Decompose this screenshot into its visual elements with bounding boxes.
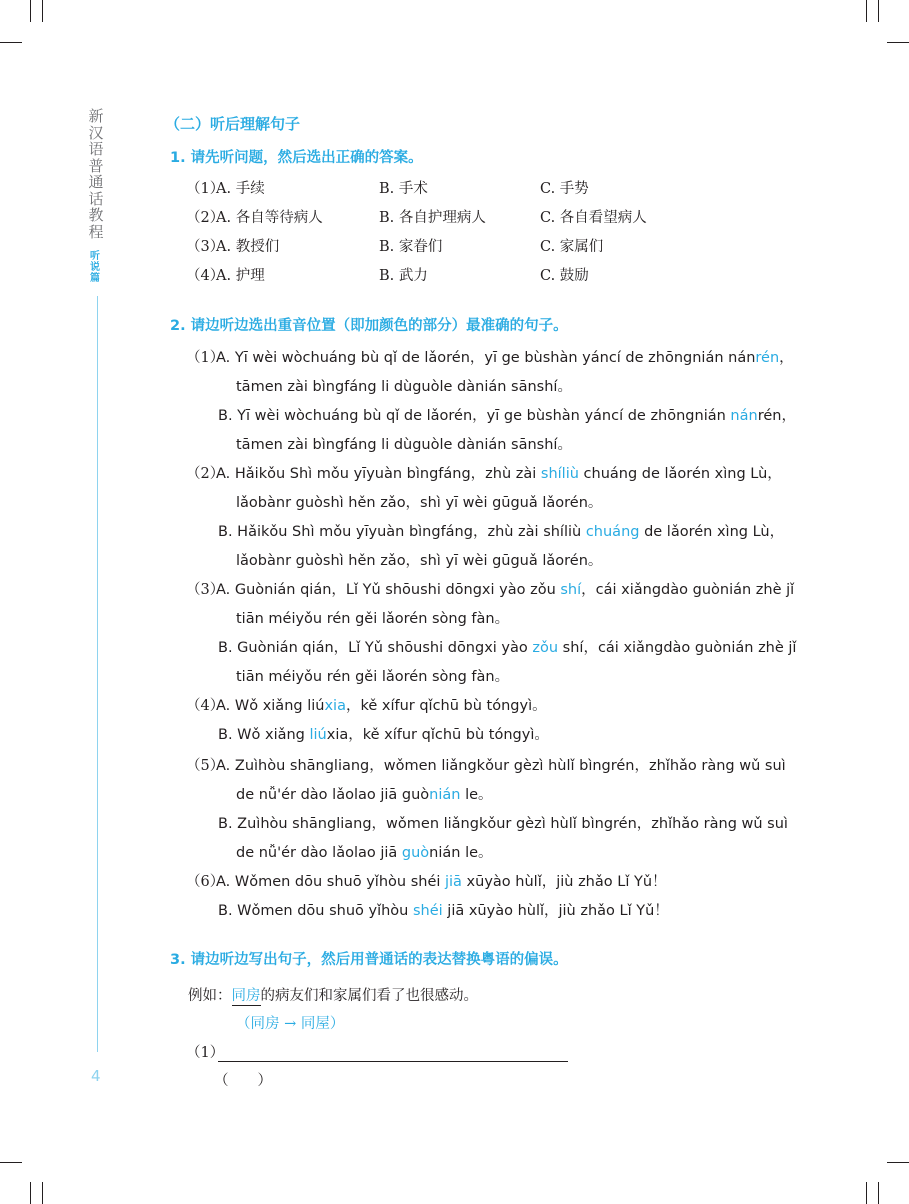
- option-a[interactable]: A. 护理: [216, 268, 265, 284]
- crop-mark: [866, 0, 867, 22]
- side-rule: [97, 296, 98, 1052]
- crop-mark: [42, 1182, 43, 1204]
- option-b[interactable]: B. 武力: [379, 268, 428, 284]
- item-number: （1）: [186, 1045, 225, 1061]
- example-label: 例如：: [188, 988, 232, 1004]
- crop-mark: [878, 0, 879, 22]
- crop-mark: [866, 1182, 867, 1204]
- q2-title: 2. 请边听边选出重音位置（即加颜色的部分）最准确的句子。: [170, 318, 568, 334]
- stress-mark: shéi: [412, 903, 443, 919]
- option-b-continued: tiān méiyǒu rén gěi lǎorén sòng fàn。: [236, 669, 510, 685]
- option-b[interactable]: B. Wǒmen dōu shuō yǐhòu shéi jiā xūyào hùlǐ，jiù zhǎo Lǐ Yǔ！: [218, 903, 669, 919]
- item-number: （5）: [186, 758, 225, 774]
- section-title: （二）听后理解句子: [165, 115, 301, 133]
- item-number: （2）: [186, 210, 225, 226]
- stress-mark: nián: [429, 787, 461, 803]
- crop-mark: [0, 1162, 22, 1163]
- option-a-continued: lǎobànr guòshì hěn zǎo，shì yī wèi gūguǎ lǎorén。: [236, 495, 603, 511]
- crop-mark: [0, 42, 22, 43]
- stress-mark: liú: [309, 727, 327, 743]
- crop-mark: [42, 0, 43, 22]
- option-a[interactable]: A. Zuìhòu shāngliang，wǒmen liǎngkǒur gèzì hùlǐ bìngrén，zhǐhǎo ràng wǔ suì: [216, 758, 786, 774]
- option-b-continued: de nǚ'ér dào lǎolao jiā guònián le。: [236, 845, 493, 861]
- crop-mark: [30, 1182, 31, 1204]
- item-number: （2）: [186, 466, 225, 482]
- book-title: 新汉语普通话教程: [88, 107, 104, 241]
- stress-mark: shí: [560, 582, 582, 598]
- page-number: 4: [91, 1067, 101, 1085]
- stress-mark: jiā: [445, 874, 462, 890]
- item-number: （6）: [186, 874, 225, 890]
- option-b[interactable]: B. 家眷们: [379, 239, 443, 255]
- option-c[interactable]: C. 鼓励: [540, 268, 589, 284]
- item-number: （1）: [186, 181, 225, 197]
- correction-blank[interactable]: （ ）: [214, 1073, 272, 1089]
- option-b[interactable]: B. Yī wèi wòchuáng bù qǐ de lǎorén，yī ge bùshàn yáncí de zhōngnián nánrén，: [218, 408, 796, 424]
- option-a[interactable]: A. 教授们: [216, 239, 280, 255]
- option-a[interactable]: A. Wǒmen dōu shuō yǐhòu shéi jiā xūyào hùlǐ，jiù zhǎo Lǐ Yǔ！: [216, 874, 667, 890]
- option-b[interactable]: B. 手术: [379, 181, 428, 197]
- option-b-continued: lǎobànr guòshì hěn zǎo，shì yī wèi gūguǎ lǎorén。: [236, 553, 603, 569]
- item-number: （1）: [186, 350, 225, 366]
- option-a-continued: tiān méiyǒu rén gěi lǎorén sòng fàn。: [236, 611, 510, 627]
- option-a[interactable]: A. 手续: [216, 181, 265, 197]
- option-b[interactable]: B. 各自护理病人: [379, 210, 486, 226]
- option-a[interactable]: A. Yī wèi wòchuáng bù qǐ de lǎorén，yī ge bùshàn yáncí de zhōngnián nánrén，: [216, 350, 794, 366]
- option-a[interactable]: A. Wǒ xiǎng liúxia，kě xífur qǐchū bù tóngyì。: [216, 698, 547, 714]
- q3-title: 3. 请边听边写出句子，然后用普通话的表达替换粤语的偏误。: [170, 952, 568, 968]
- crop-mark: [887, 1162, 909, 1163]
- stress-mark: shíliù: [540, 466, 579, 482]
- option-b[interactable]: B. Guònián qián，Lǐ Yǔ shōushi dōngxi yào zǒu shí，cái xiǎngdào guònián zhè jǐ: [218, 640, 797, 656]
- option-c[interactable]: C. 家属们: [540, 239, 604, 255]
- example-line: [188, 984, 478, 1005]
- option-a[interactable]: A. Guònián qián，Lǐ Yǔ shōushi dōngxi yào zǒu shí，cái xiǎngdào guònián zhè jǐ: [216, 582, 795, 598]
- item-number: （3）: [186, 582, 225, 598]
- q1-title: 1. 请先听问题，然后选出正确的答案。: [170, 150, 423, 166]
- example-correction: （同房 → 同屋）: [236, 1016, 345, 1032]
- crop-mark: [887, 42, 909, 43]
- answer-blank-line[interactable]: [218, 1061, 568, 1062]
- stress-mark: zǒu: [532, 640, 559, 656]
- stress-mark: chuáng: [585, 524, 640, 540]
- option-b[interactable]: B. Wǒ xiǎng liúxia，kě xífur qǐchū bù tóngyì。: [218, 727, 549, 743]
- option-a-continued: de nǚ'ér dào lǎolao jiā guònián le。: [236, 787, 493, 803]
- example-sentence: 的病友们和家属们看了也很感动。: [260, 988, 478, 1004]
- stress-mark: nán: [730, 408, 758, 424]
- book-subtitle: 听说篇: [90, 251, 100, 284]
- option-b-continued: tāmen zài bìngfáng li dùguòle dànián sānshí。: [236, 437, 572, 453]
- option-c[interactable]: C. 各自看望病人: [540, 210, 647, 226]
- option-a-continued: tāmen zài bìngfáng li dùguòle dànián sānshí。: [236, 379, 572, 395]
- crop-mark: [30, 0, 31, 22]
- item-number: （3）: [186, 239, 225, 255]
- option-a[interactable]: A. Hǎikǒu Shì mǒu yīyuàn bìngfáng，zhù zài shíliù chuáng de lǎorén xìng Lù，: [216, 466, 782, 482]
- example-error-word: 同房: [231, 988, 261, 1004]
- item-number: （4）: [186, 268, 225, 284]
- option-c[interactable]: C. 手势: [540, 181, 589, 197]
- option-a[interactable]: A. 各自等待病人: [216, 210, 323, 226]
- stress-mark: xia: [324, 698, 346, 714]
- option-b[interactable]: B. Zuìhòu shāngliang，wǒmen liǎngkǒur gèzì hùlǐ bìngrén，zhǐhǎo ràng wǔ suì: [218, 816, 788, 832]
- option-b[interactable]: B. Hǎikǒu Shì mǒu yīyuàn bìngfáng，zhù zài shíliù chuáng de lǎorén xìng Lù，: [218, 524, 785, 540]
- item-number: （4）: [186, 698, 225, 714]
- stress-mark: rén: [755, 350, 780, 366]
- stress-mark: guò: [401, 845, 430, 861]
- crop-mark: [878, 1182, 879, 1204]
